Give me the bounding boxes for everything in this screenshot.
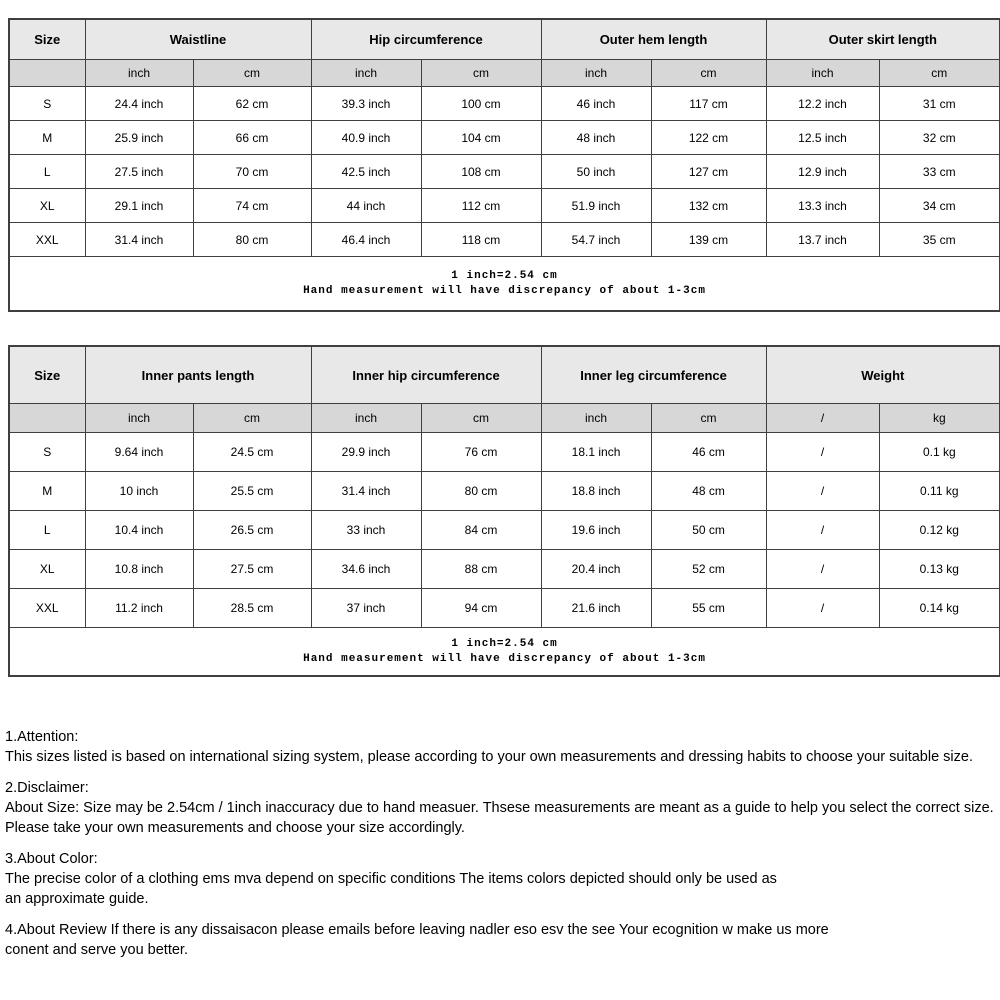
note-line: The precise color of a clothing ems mva depend on specific conditions The items colors depicted should only be used as — [5, 871, 777, 887]
measurement-cell: 48 cm — [651, 472, 766, 511]
table-row — [9, 121, 1000, 155]
measurement-cell: 0.11 kg — [879, 472, 1000, 511]
measurement-cell: 32 cm — [879, 121, 1000, 155]
note-paragraph — [5, 920, 997, 960]
measurement-cell: 27.5 inch — [85, 155, 193, 189]
note-line: Please take your own measurements and choose your size accordingly. — [5, 820, 465, 836]
measurement-cell: 80 cm — [193, 223, 311, 257]
measurement-cell: 48 inch — [541, 121, 651, 155]
measurement-cell: 100 cm — [421, 87, 541, 121]
size-label-cell: XXL — [9, 589, 85, 628]
measurement-cell: 34 cm — [879, 189, 1000, 223]
measurement-cell: 88 cm — [421, 550, 541, 589]
measurement-cell: 10.4 inch — [85, 511, 193, 550]
measurement-cell: 44 inch — [311, 189, 421, 223]
inner-size-table — [8, 345, 1000, 677]
measurement-cell: 29.9 inch — [311, 433, 421, 472]
footnote-row — [9, 628, 1000, 677]
group-header-row — [9, 346, 1000, 404]
measurement-cell: 50 inch — [541, 155, 651, 189]
outer-size-table — [8, 18, 1000, 312]
measurement-cell: / — [766, 472, 879, 511]
measurement-cell: 35 cm — [879, 223, 1000, 257]
measurement-cell: 54.7 inch — [541, 223, 651, 257]
size-label-cell: XL — [9, 189, 85, 223]
measurement-cell: 108 cm — [421, 155, 541, 189]
measurement-cell: 27.5 cm — [193, 550, 311, 589]
unit-header: kg — [879, 404, 1000, 433]
footnote-line: Hand measurement will have discrepancy of about 1-3cm — [303, 284, 706, 297]
measurement-cell: 51.9 inch — [541, 189, 651, 223]
footnote-line: Hand measurement will have discrepancy of about 1-3cm — [303, 652, 706, 665]
measurement-cell: 122 cm — [651, 121, 766, 155]
measurement-cell: 112 cm — [421, 189, 541, 223]
table-row — [9, 189, 1000, 223]
column-header: Weight — [766, 346, 1000, 404]
note-paragraph — [5, 727, 997, 767]
size-label-cell: XL — [9, 550, 85, 589]
group-header-row — [9, 19, 1000, 60]
table-row — [9, 589, 1000, 628]
note-line: 2.Disclaimer: — [5, 780, 89, 796]
measurement-cell: / — [766, 589, 879, 628]
measurement-cell: 25.5 cm — [193, 472, 311, 511]
measurement-cell: 12.9 inch — [766, 155, 879, 189]
measurement-cell: 0.1 kg — [879, 433, 1000, 472]
measurement-cell: 24.5 cm — [193, 433, 311, 472]
size-label-cell: L — [9, 511, 85, 550]
table-row — [9, 155, 1000, 189]
table-row — [9, 550, 1000, 589]
measurement-cell: 46 inch — [541, 87, 651, 121]
unit-header: inch — [766, 60, 879, 87]
measurement-cell: 74 cm — [193, 189, 311, 223]
size-label-cell: XXL — [9, 223, 85, 257]
size-label-cell: L — [9, 155, 85, 189]
unit-header: cm — [193, 60, 311, 87]
measurement-cell: 70 cm — [193, 155, 311, 189]
table-row — [9, 433, 1000, 472]
unit-header: cm — [651, 404, 766, 433]
unit-header: inch — [85, 60, 193, 87]
table-row — [9, 223, 1000, 257]
measurement-cell: 31 cm — [879, 87, 1000, 121]
measurement-cell: / — [766, 433, 879, 472]
unit-header-row — [9, 60, 1000, 87]
measurement-cell: 52 cm — [651, 550, 766, 589]
measurement-cell: 127 cm — [651, 155, 766, 189]
measurement-cell: 66 cm — [193, 121, 311, 155]
table-row — [9, 472, 1000, 511]
unit-header: cm — [193, 404, 311, 433]
unit-header: / — [766, 404, 879, 433]
measurement-cell: 10.8 inch — [85, 550, 193, 589]
measurement-cell: 18.8 inch — [541, 472, 651, 511]
unit-header — [9, 404, 85, 433]
footnote-row — [9, 257, 1000, 312]
measurement-cell: 12.5 inch — [766, 121, 879, 155]
note-line: an approximate guide. — [5, 891, 149, 907]
unit-header: inch — [311, 60, 421, 87]
unit-header: inch — [541, 404, 651, 433]
measurement-cell: 42.5 inch — [311, 155, 421, 189]
unit-header: cm — [421, 60, 541, 87]
measurement-cell: 0.12 kg — [879, 511, 1000, 550]
note-line: 1.Attention: — [5, 729, 79, 745]
column-header: Size — [9, 346, 85, 404]
note-line: This sizes listed is based on international sizing system, please according to your own measurements and dressing habits to choose your suitable size. — [5, 749, 973, 765]
column-header: Inner hip circumference — [311, 346, 541, 404]
table-footnote — [9, 257, 1000, 312]
column-header: Inner leg circumference — [541, 346, 766, 404]
footnote-line: 1 inch=2.54 cm — [451, 637, 558, 650]
measurement-cell: 46.4 inch — [311, 223, 421, 257]
measurement-cell: 132 cm — [651, 189, 766, 223]
measurement-cell: 25.9 inch — [85, 121, 193, 155]
measurement-cell: 33 inch — [311, 511, 421, 550]
measurement-cell: 13.3 inch — [766, 189, 879, 223]
measurement-cell: 18.1 inch — [541, 433, 651, 472]
measurement-cell: 10 inch — [85, 472, 193, 511]
measurement-cell: 40.9 inch — [311, 121, 421, 155]
measurement-cell: 28.5 cm — [193, 589, 311, 628]
measurement-cell: 80 cm — [421, 472, 541, 511]
measurement-cell: 12.2 inch — [766, 87, 879, 121]
measurement-cell: 118 cm — [421, 223, 541, 257]
measurement-cell: 21.6 inch — [541, 589, 651, 628]
measurement-cell: 29.1 inch — [85, 189, 193, 223]
unit-header: inch — [311, 404, 421, 433]
measurement-cell: 50 cm — [651, 511, 766, 550]
unit-header: cm — [421, 404, 541, 433]
measurement-cell: 20.4 inch — [541, 550, 651, 589]
measurement-cell: 55 cm — [651, 589, 766, 628]
column-header: Waistline — [85, 19, 311, 60]
measurement-cell: 26.5 cm — [193, 511, 311, 550]
size-label-cell: S — [9, 433, 85, 472]
size-label-cell: M — [9, 121, 85, 155]
note-line: About Size: Size may be 2.54cm / 1inch inaccuracy due to hand measuer. Thsese measurements are meant as a guide to help you select the correct size. — [5, 800, 994, 816]
measurement-cell: 62 cm — [193, 87, 311, 121]
size-label-cell: S — [9, 87, 85, 121]
table-row — [9, 511, 1000, 550]
note-line: conent and serve you better. — [5, 942, 188, 958]
column-header: Size — [9, 19, 85, 60]
unit-header-row — [9, 404, 1000, 433]
note-paragraph — [5, 778, 997, 838]
measurement-cell: 117 cm — [651, 87, 766, 121]
measurement-cell: 0.13 kg — [879, 550, 1000, 589]
measurement-cell: 19.6 inch — [541, 511, 651, 550]
measurement-cell: 84 cm — [421, 511, 541, 550]
measurement-cell: 11.2 inch — [85, 589, 193, 628]
measurement-cell: 24.4 inch — [85, 87, 193, 121]
measurement-cell: 0.14 kg — [879, 589, 1000, 628]
unit-header: cm — [879, 60, 1000, 87]
table-row — [9, 87, 1000, 121]
column-header: Outer skirt length — [766, 19, 1000, 60]
measurement-cell: 46 cm — [651, 433, 766, 472]
measurement-cell: / — [766, 550, 879, 589]
note-line: 4.About Review If there is any dissaisacon please emails before leaving nadler eso esv the see Your ecognition w make us more — [5, 922, 829, 938]
measurement-cell: 139 cm — [651, 223, 766, 257]
column-header: Hip circumference — [311, 19, 541, 60]
unit-header: inch — [85, 404, 193, 433]
measurement-cell: 34.6 inch — [311, 550, 421, 589]
measurement-cell: 94 cm — [421, 589, 541, 628]
measurement-cell: 76 cm — [421, 433, 541, 472]
size-label-cell: M — [9, 472, 85, 511]
footnote-line: 1 inch=2.54 cm — [451, 269, 558, 282]
note-line: 3.About Color: — [5, 851, 98, 867]
measurement-cell: / — [766, 511, 879, 550]
measurement-cell: 13.7 inch — [766, 223, 879, 257]
column-header: Inner pants length — [85, 346, 311, 404]
unit-header: inch — [541, 60, 651, 87]
unit-header — [9, 60, 85, 87]
measurement-cell: 31.4 inch — [85, 223, 193, 257]
measurement-cell: 39.3 inch — [311, 87, 421, 121]
column-header: Outer hem length — [541, 19, 766, 60]
measurement-cell: 104 cm — [421, 121, 541, 155]
measurement-cell: 9.64 inch — [85, 433, 193, 472]
measurement-cell: 33 cm — [879, 155, 1000, 189]
measurement-cell: 31.4 inch — [311, 472, 421, 511]
notes-section — [5, 727, 997, 971]
table-footnote — [9, 628, 1000, 677]
note-paragraph — [5, 849, 997, 909]
measurement-cell: 37 inch — [311, 589, 421, 628]
unit-header: cm — [651, 60, 766, 87]
